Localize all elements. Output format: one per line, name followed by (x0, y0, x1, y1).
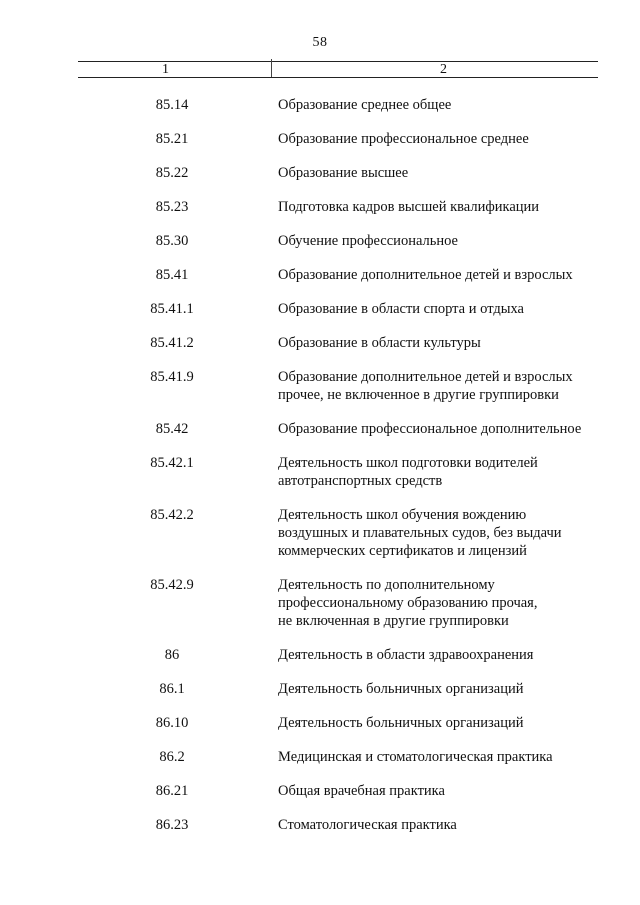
row-description: Образование профессиональное среднее (278, 131, 529, 147)
column-header-1: 1 (162, 62, 169, 77)
row-code: 85.30 (155, 233, 189, 249)
row-code: 85.42.9 (150, 577, 194, 593)
row-description: Деятельность больничных организаций (278, 681, 524, 697)
table-header-top-rule (78, 61, 598, 62)
row-description: Образование дополнительное детей и взрослых прочее, не включенное в другие группировки (278, 369, 573, 403)
row-description: Медицинская и стоматологическая практика (278, 749, 553, 765)
table-row (0, 96, 640, 114)
row-description: Деятельность по дополнительному профессиональному образованию прочая, не включенная в другие группировки (278, 577, 538, 629)
table-header-bottom-rule (78, 77, 598, 78)
row-code: 85.41.2 (150, 335, 194, 351)
row-code: 85.41.1 (150, 301, 194, 317)
table-row (0, 420, 640, 438)
row-description: Подготовка кадров высшей квалификации (278, 199, 540, 215)
row-code: 86 (164, 647, 180, 663)
table-row (0, 368, 640, 404)
table-row (0, 198, 640, 216)
column-divider (271, 59, 272, 77)
row-code: 86.2 (159, 749, 185, 765)
table-row (0, 232, 640, 250)
row-description: Деятельность больничных организаций (278, 715, 524, 731)
row-description: Деятельность школ подготовки водителей автотранспортных средств (278, 455, 538, 489)
row-code: 86.21 (155, 783, 189, 799)
table-row (0, 454, 640, 490)
row-code: 86.1 (159, 681, 185, 697)
row-code: 86.10 (155, 715, 189, 731)
row-description: Образование дополнительное детей и взрослых (278, 267, 573, 283)
page-number: 58 (312, 35, 328, 50)
row-description: Образование в области спорта и отдыха (278, 301, 524, 317)
row-description: Образование среднее общее (278, 97, 452, 113)
row-code: 85.42.1 (150, 455, 194, 471)
row-description: Деятельность в области здравоохранения (278, 647, 534, 663)
row-code: 85.41.9 (150, 369, 194, 385)
table-row (0, 646, 640, 664)
row-code: 85.14 (155, 97, 189, 113)
table-row (0, 164, 640, 182)
table-row (0, 782, 640, 800)
row-code: 85.41 (155, 267, 189, 283)
row-code: 85.21 (155, 131, 189, 147)
table-row (0, 300, 640, 318)
column-header-2: 2 (440, 62, 447, 77)
row-code: 85.23 (155, 199, 189, 215)
table-row (0, 816, 640, 834)
row-code: 85.42 (155, 421, 189, 437)
row-description: Стоматологическая практика (278, 817, 457, 833)
table-row (0, 714, 640, 732)
row-description: Образование высшее (278, 165, 409, 181)
table-row (0, 334, 640, 352)
row-description: Обучение профессиональное (278, 233, 458, 249)
table-row (0, 576, 640, 630)
row-description: Общая врачебная практика (278, 783, 445, 799)
row-description: Образование профессиональное дополнительное (278, 421, 582, 437)
row-code: 85.42.2 (150, 507, 194, 523)
row-code: 86.23 (155, 817, 189, 833)
table-row (0, 748, 640, 766)
table-row (0, 266, 640, 284)
table-row (0, 130, 640, 148)
table-row (0, 506, 640, 560)
table-row (0, 680, 640, 698)
classification-table (0, 96, 640, 850)
row-code: 85.22 (155, 165, 189, 181)
row-description: Деятельность школ обучения вождению воздушных и плавательных судов, без выдачи коммерческих сертификатов и лицензий (278, 507, 562, 559)
row-description: Образование в области культуры (278, 335, 481, 351)
